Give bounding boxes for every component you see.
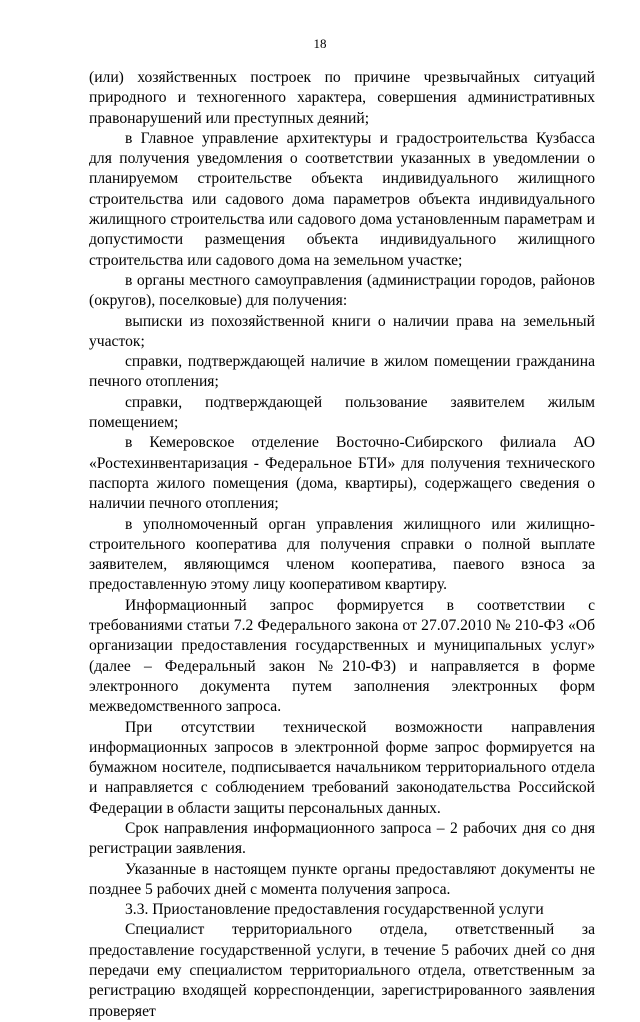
paragraph-residence-use-certificate: справки, подтверждающей пользование заявителем жилым помещением; — [89, 393, 595, 432]
paragraph-architecture-department: в Главное управление архитектуры и градостроительства Кузбасса для получения уведомления о соответствии указанных в уведомлении о планируемом строительстве объекта индивидуального жилищного строительства или садового дома параметров объекта индивидуального жилищного строительства или садового дома установленным параметрам и допустимости размещения объекта индивидуального жилищного строительства или садового дома на земельном участке; — [89, 129, 595, 269]
paragraph-continuation: (или) хозяйственных построек по причине чрезвычайных ситуаций природного и техногенного характера, совершения административных правонарушений или преступных деяний; — [89, 69, 595, 127]
paragraph-information-request: Информационный запрос формируется в соответствии с требованиями статьи 7.2 Федерального закона от 27.07.2010 № 210-ФЗ «Об организации предоставления государственных и муниципальных услуг» (далее – Федеральный закон №210-ФЗ) и направляется в форме электронного документа путем заполнения электронных форм межведомственного запроса. — [89, 596, 595, 716]
paragraph-paper-request: При отсутствии технической возможности направления информационных запросов в электронной форме запрос формируется на бумажном носителе, подписывается начальником территориального отдела и направляется с соблюдением требований законодательства Российской Федерации в области защиты персональных данных. — [89, 718, 595, 817]
section-heading-suspension: 3.3. Приостановление предоставления государственной услуги — [125, 901, 544, 919]
paragraph-request-deadline: Срок направления информационного запроса – 2 рабочих дня со дня регистрации заявления. — [89, 819, 595, 858]
paragraph-stove-heating-certificate: справки, подтверждающей наличие в жилом помещении гражданина печного отопления; — [89, 353, 595, 391]
paragraph-housing-cooperative: в уполномоченный орган управления жилищного или жилищно-строительного кооператива для получения справки о полной выплате заявителем, являющимся членом кооператива, паевого взноса за предоставленную этому лицу кооперативом квартиру. — [89, 515, 595, 594]
paragraph-household-book-extract: выписки из похозяйственной книги о наличии права на земельный участок; — [89, 312, 595, 350]
document-body — [89, 68, 595, 1022]
page-number: 18 — [313, 36, 327, 51]
paragraph-documents-deadline: Указанные в настоящем пункте органы предоставляют документы не позднее 5 рабочих дней с момента получения запроса. — [89, 860, 595, 898]
paragraph-bti-branch: в Кемеровское отделение Восточно-Сибирского филиала АО «Ростехинвентаризация - Федеральное БТИ» для получения технического паспорта жилого помещения (дома, квартиры), содержащего сведения о наличии печного отопления; — [89, 434, 595, 513]
paragraph-local-government: в органы местного самоуправления (администрации городов, районов (округов), поселковые) для получения: — [89, 271, 595, 310]
paragraph-specialist-review: Специалист территориального отдела, ответственный за предоставление государственной услуги, в течение 5 рабочих дней со дня передачи ему специалистом территориального отдела, ответственным за регистрацию входящей корреспонденции, зарегистрированного заявления проверяет — [89, 921, 595, 1020]
